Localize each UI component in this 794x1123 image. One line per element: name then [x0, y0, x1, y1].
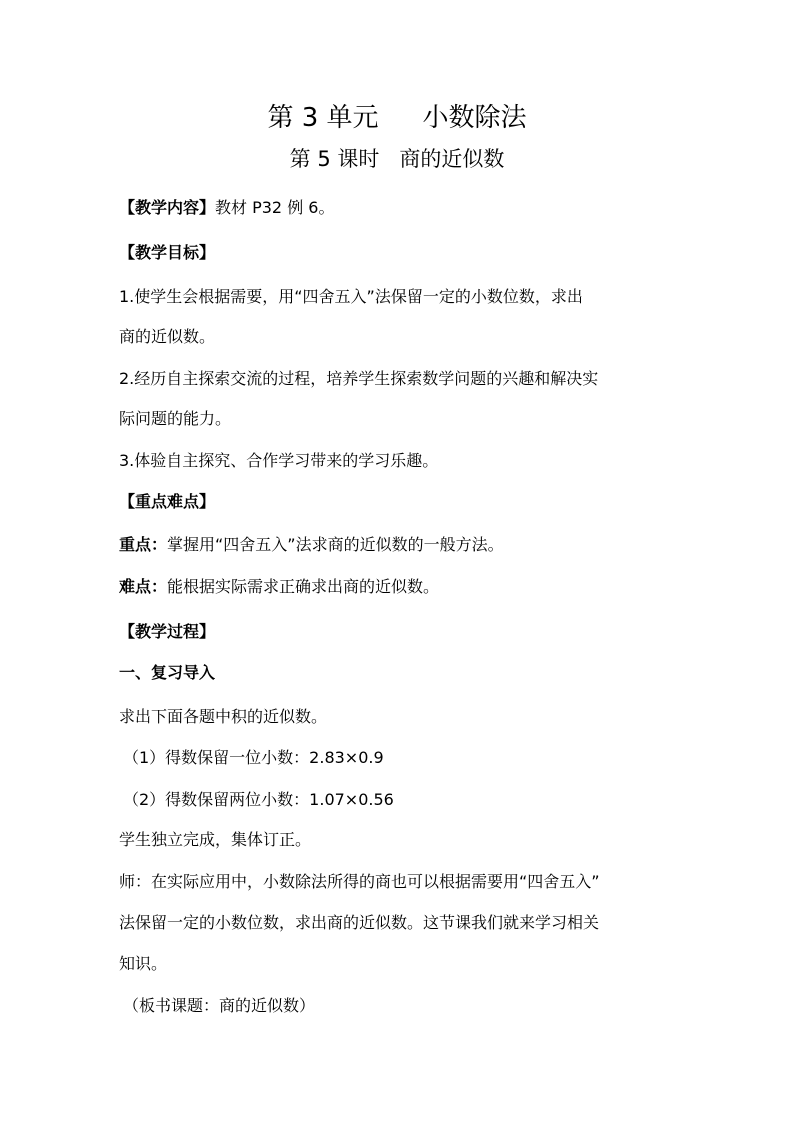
focus-point — [119, 533, 689, 557]
teacher-remark-line-2: 法保留一定的小数位数，求出商的近似数。这节课我们就来学习相关 — [119, 913, 600, 932]
lesson-number: 第 5 课时 — [289, 147, 380, 171]
review-problem-1: （1）得数保留一位小数：2.83×0.9 — [123, 748, 384, 767]
unit-number: 第 3 单元 — [267, 103, 379, 133]
objective-2-line-2: 际问题的能力。 — [119, 409, 232, 428]
objective-1-line-1: 1.使学生会根据需要，用“四舍五入”法保留一定的小数位数，求出 — [119, 287, 583, 306]
teacher-remark-line-3: 知识。 — [119, 954, 168, 973]
teaching-content — [119, 196, 689, 220]
objectives-heading: 【教学目标】 — [119, 243, 216, 262]
lesson-title — [0, 144, 794, 174]
review-problem-2: （2）得数保留两位小数：1.07×0.56 — [123, 790, 394, 809]
unit-title — [0, 100, 794, 136]
objective-2-line-1: 2.经历自主探索交流的过程，培养学生探索数学问题的兴趣和解决实 — [119, 369, 599, 388]
focus-label: 重点： — [119, 535, 168, 554]
key-points-heading: 【重点难点】 — [119, 492, 216, 511]
board-note: （板书课题：商的近似数） — [123, 996, 316, 1015]
student-work: 学生独立完成，集体订正。 — [119, 830, 312, 849]
objective-3: 3.体验自主探究、合作学习带来的学习乐趣。 — [119, 451, 439, 470]
unit-topic: 小数除法 — [422, 103, 527, 133]
objective-1-line-2: 商的近似数。 — [119, 327, 216, 346]
focus-text: 掌握用“四舍五入”法求商的近似数的一般方法。 — [167, 535, 504, 554]
process-heading: 【教学过程】 — [119, 622, 216, 641]
teaching-content-text: 教材 P32 例 6。 — [215, 198, 335, 217]
teacher-remark-line-1: 师：在实际应用中，小数除法所得的商也可以根据需要用“四舍五入” — [119, 872, 600, 891]
difficulty-label: 难点： — [119, 577, 168, 596]
review-intro: 求出下面各题中积的近似数。 — [119, 707, 328, 726]
teaching-content-label: 【教学内容】 — [119, 198, 216, 217]
section-1-title: 一、复习导入 — [119, 663, 216, 682]
lesson-topic: 商的近似数 — [399, 147, 505, 171]
difficulty-point — [119, 575, 689, 599]
difficulty-text: 能根据实际需求正确求出商的近似数。 — [167, 577, 440, 596]
